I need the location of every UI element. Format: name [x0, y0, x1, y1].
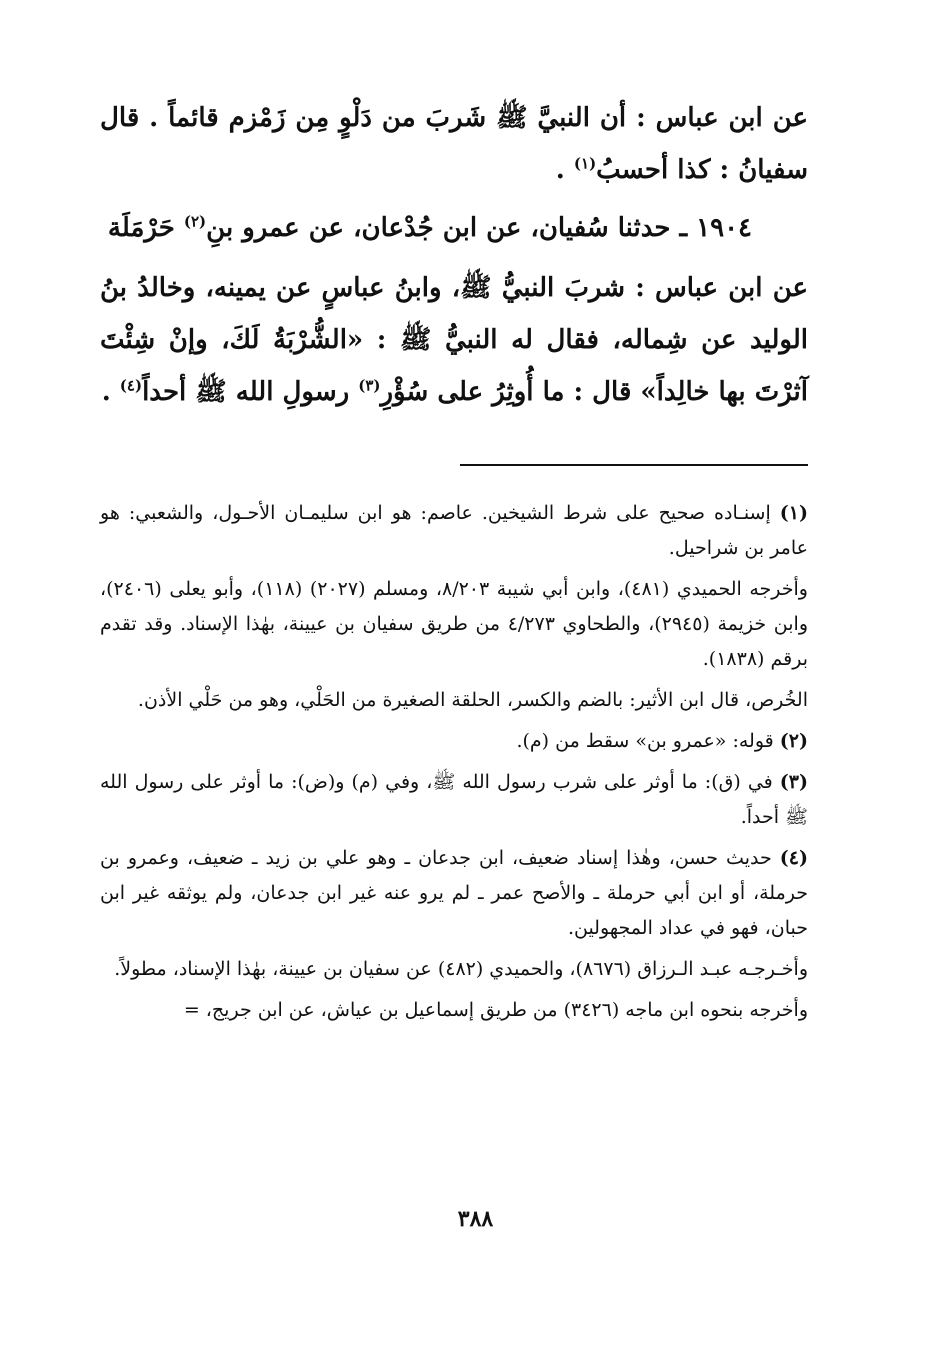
hadith-text-2-body: عن ابن عباس : شربَ النبيُّ ﷺ، وابنُ عباسٍ عن يمينه، وخالدُ بنُ الوليد عن شِماله، فقال له النبيُّ ﷺ : «الشُّرْبَةُ لَكَ، وإنْ شِئْتَ آثرْتَ بها خالِداً» قال : ما أُوثِرُ على سُؤْرِ: [100, 273, 808, 407]
footnote-ref-2: (٢): [183, 212, 207, 231]
main-text: [100, 92, 808, 418]
hadith-text-1: [100, 92, 808, 196]
footnote-separator: [460, 464, 808, 466]
footnote-4-para-2: وأخـرجـه عبـد الـرزاق (٨٦٧٦)، والحميدي (٤٨٢) عن سفيان بن عيينة، بهٰذا الإسناد، مطولاً.: [114, 958, 808, 980]
footnote-4-para-1: [100, 841, 808, 946]
hadith-text-2-end: .: [101, 377, 120, 407]
footnote-3-number: (٣): [779, 771, 809, 793]
footnote-2-number: (٢): [779, 730, 808, 752]
footnote-1-number: (١): [779, 502, 808, 524]
footnote-4-para-3: وأخرجه بنحوه ابن ماجه (٣٤٢٦) من طريق إسماعيل بن عياش، عن ابن جريج، =: [183, 999, 808, 1021]
footnote-1-para-3: الخُرص، قال ابن الأثير: بالضم والكسر، الحلقة الصغيرة من الحَلْي، وهو من حَلْي الأذن.: [137, 689, 808, 711]
hadith-number: ١٩٠٤: [696, 213, 752, 243]
footnotes: [100, 496, 808, 1034]
hadith-chain-text: ـ حدثنا سُفيان، عن ابن جُدْعان، عن عمرو بنِ: [206, 213, 697, 243]
page-number: ٣٨٨: [457, 1206, 494, 1232]
footnote-4-text: حديث حسن، وهٰذا إسناد ضعيف، ابن جدعان ـ وهو علي بن زيد ـ ضعيف، وعمرو بن حرملة، أو ابن أبي حرملة ـ والأصح عمر ـ لم يرو عنه غير ابن جدعان، ولم يوثقه غير ابن حبان، فهو في عداد المجهولين.: [100, 847, 808, 939]
footnote-ref-4: (٤): [119, 376, 143, 395]
footnote-2-text: قوله: «عمرو بن» سقط من (م).: [516, 730, 774, 752]
hadith-text-1-end: .: [555, 155, 574, 185]
book-page: [100, 92, 808, 1292]
footnote-ref-1: (١): [573, 154, 597, 173]
hadith-text-1-body: عن ابن عباس : أن النبيَّ ﷺ شَربَ من دَلْوٍ مِن زَمْزم قائماً . قال سفيانُ : كذا أحسبُ: [100, 103, 808, 185]
hadith-text-2: [100, 262, 808, 418]
hadith-text-2-cont: رسولِ الله ﷺ أحداً: [142, 377, 359, 407]
hadith-chain-end: حَرْمَلَة: [107, 213, 184, 243]
footnote-1-para-2: وأخرجه الحميدي (٤٨١)، وابن أبي شيبة ٨/٢٠٣، ومسلم (٢٠٢٧) (١١٨)، وأبو يعلى (٢٤٠٦)، وابن خزيمة (٢٩٤٥)، والطحاوي ٤/٢٧٣ من طريق سفيان بن عيينة، بهٰذا الإسناد. وقد تقدم برقم (١٨٣٨).: [100, 578, 808, 670]
footnote-1-para-1: [100, 496, 808, 566]
footnote-1-text: إسنـاده صحيح على شرط الشيخين. عاصم: هو ابن سليمـان الأحـول، والشعبي: هو عامر بن شراحيل.: [100, 502, 808, 559]
footnote-3-para-1: [100, 765, 808, 835]
footnote-4-number: (٤): [779, 847, 808, 869]
footnote-2-para-1: [100, 724, 808, 759]
footnote-3-text: في (ق): ما أوثر على شرب رسول الله ﷺ، وفي (م) و(ض): ما أوثر على رسول الله ﷺ أحداً.: [100, 771, 808, 828]
footnote-ref-3: (٣): [358, 376, 381, 395]
hadith-chain: [100, 202, 808, 254]
